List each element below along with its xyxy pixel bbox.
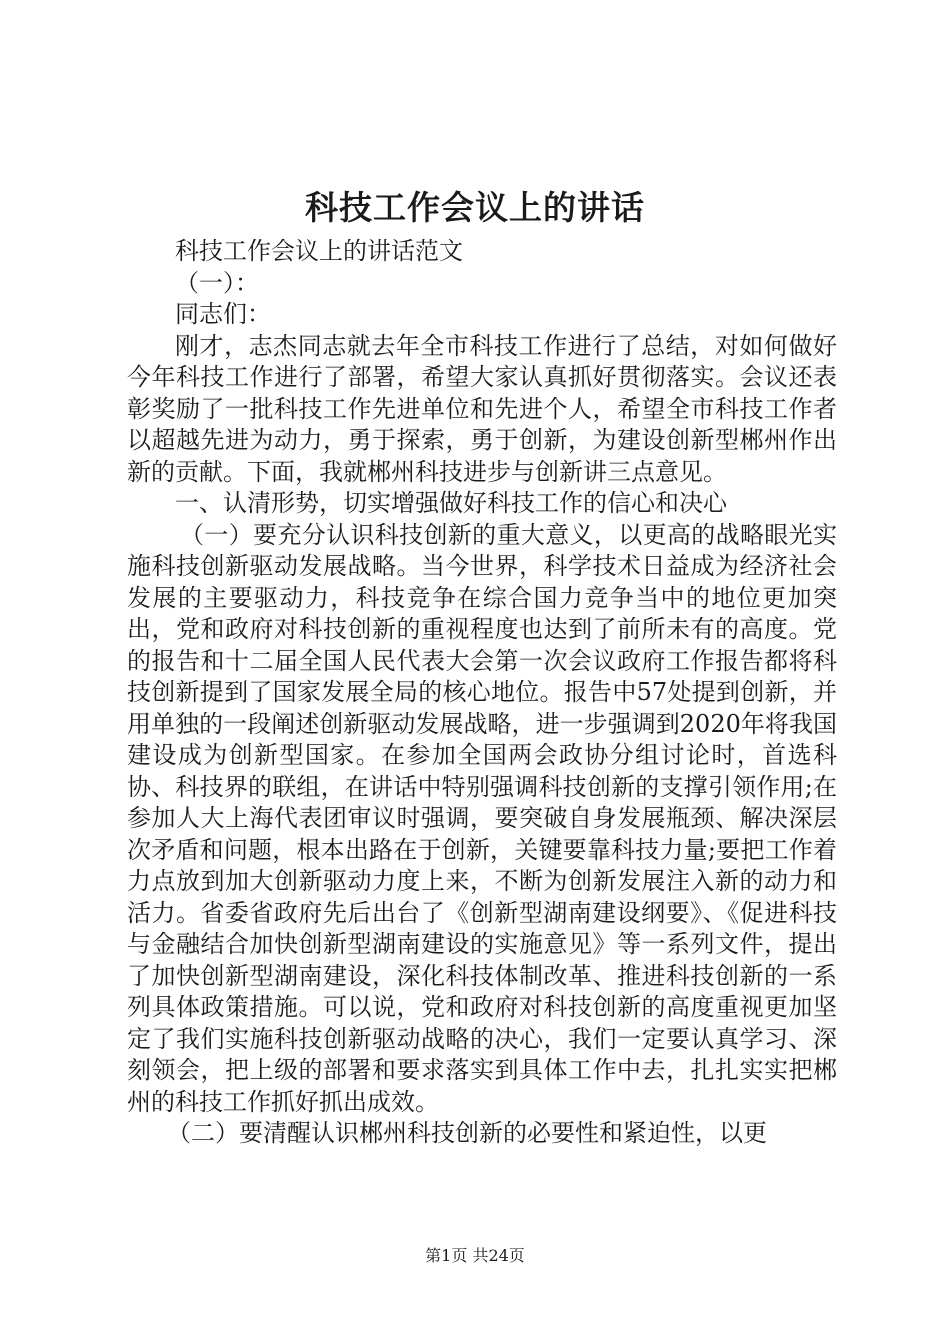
paragraph-subsection-1: （一）要充分认识科技创新的重大意义，以更高的战略眼光实施科技创新驱动发展战略。当今世界，科学技术日益成为经济社会发展的主要驱动力，科技竞争在综合国力竞争当中的地位更加突出，党和政府对科技创新的重视程度也达到了前所未有的高度。党的报告和十二届全国人民代表大会第一次会议政府工作报告都将科技创新提到了国家发展全局的核心地位。报告中57处提到创新，并用单独的一段阐述创新驱动发展战略，进一步强调到2020年将我国建设成为创新型国家。在参加全国两会政协分组讨论时，首选科协、科技界的联组，在讲话中特别强调科技创新的支撑引领作用;在参加人大上海代表团审议时强调，要突破自身发展瓶颈、解决深层次矛盾和问题，根本出路在于创新，关键要靠科技力量;要把工作着力点放到加大创新驱动力度上来，不断为创新发展注入新的动力和活力。省委省政府先后出台了《创新型湖南建设纲要》、《促进科技与金融结合加快创新型湖南建设的实施意见》等一系列文件，提出了加快创新型湖南建设，深化科技体制改革、推进科技创新的一系列具体政策措施。可以说，党和政府对科技创新的高度重视更加坚定了我们实施科技创新驱动战略的决心，我们一定要认真学习、深刻领会，把上级的部署和要求落实到具体工作中去，扎扎实实把郴州的科技工作抓好抓出成效。: [127, 520, 837, 1116]
page-footer: 第1页 共24页: [425, 1246, 525, 1265]
paragraph-intro: 刚才，志杰同志就去年全市科技工作进行了总结，对如何做好今年科技工作进行了部署，希望大家认真抓好贯彻落实。会议还表彰奖励了一批科技工作先进单位和先进个人，希望全市科技工作者以超越先进为动力，勇于探索，勇于创新，为建设创新型郴州作出新的贡献。下面，我就郴州科技进步与创新讲三点意见。: [127, 331, 837, 486]
document-subtitle: 科技工作会议上的讲话范文: [175, 237, 463, 265]
document-body: [127, 236, 837, 1150]
paragraph-subsection-2: （二）要清醒认识郴州科技创新的必要性和紧迫性，以更: [167, 1119, 767, 1147]
section-label: （一）：: [175, 268, 259, 297]
section-heading-1: 一、认清形势，切实增强做好科技工作的信心和决心: [175, 489, 727, 517]
salutation: 同志们：: [175, 300, 271, 328]
document-title: 科技工作会议上的讲话: [305, 188, 645, 227]
